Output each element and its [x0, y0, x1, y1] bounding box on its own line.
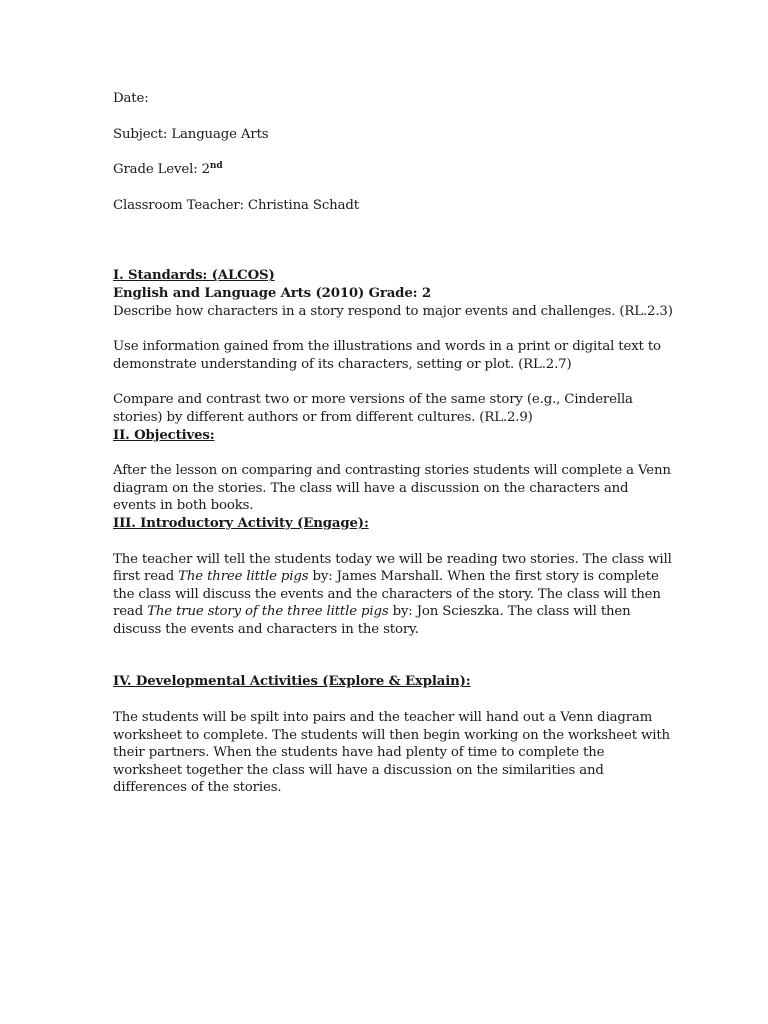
- grade-level-suffix: nd: [209, 161, 223, 172]
- objectives-text: After the lesson on comparing and contrasting stories students will complete a Venn diagram on the stories. The class will have a discussion on the characters and events in both books.: [113, 463, 671, 514]
- introductory-text-part: by: James Marshall. When the first story is complete the class will discuss the events and the characters of the story. The class will then read: [113, 569, 661, 620]
- standard-item: Describe how characters in a story respond to major events and challenges. (RL.2.3): [113, 303, 673, 319]
- introductory-text: [113, 551, 673, 639]
- introductory-text-part: The teacher will tell the students today we will be reading two stories. The class will first read: [113, 551, 672, 585]
- introductory-heading: III. Introductory Activity (Engage):: [113, 515, 369, 531]
- standard-item: Compare and contrast two or more versions of the same story (e.g., Cinderella stories) by different authors or from different cultures. (RL.2.9): [113, 392, 633, 425]
- book-title: The true story of the three little pigs: [147, 604, 389, 620]
- book-title: The three little pigs: [178, 569, 309, 585]
- subject-line: Subject: Language Arts: [113, 126, 269, 142]
- teacher-line: Classroom Teacher: Christina Schadt: [113, 197, 359, 213]
- objectives-heading: II. Objectives:: [113, 427, 215, 443]
- standard-item: Use information gained from the illustrations and words in a print or digital text to demonstrate understanding of its characters, setting or plot. (RL.2.7): [113, 339, 661, 372]
- standards-subheading: English and Language Arts (2010) Grade: 2: [113, 285, 431, 301]
- developmental-heading: IV. Developmental Activities (Explore & Explain):: [113, 674, 471, 690]
- introductory-text-part: by: Jon Scieszka. The class will then discuss the events and characters in the story.: [113, 604, 631, 637]
- standards-heading: I. Standards: (ALCOS): [113, 268, 275, 284]
- grade-level-text: Grade Level: 2: [113, 162, 210, 178]
- lesson-plan-document: [113, 90, 673, 797]
- developmental-text: The students will be spilt into pairs and the teacher will hand out a Venn diagram worksheet to complete. The students will then begin working on the worksheet with their partners. When the students have had plenty of time to complete the worksheet together the class will have a discussion on the similarities and differences of the stories.: [113, 710, 670, 796]
- grade-level-line: [113, 161, 673, 179]
- date-line: Date:: [113, 91, 149, 106]
